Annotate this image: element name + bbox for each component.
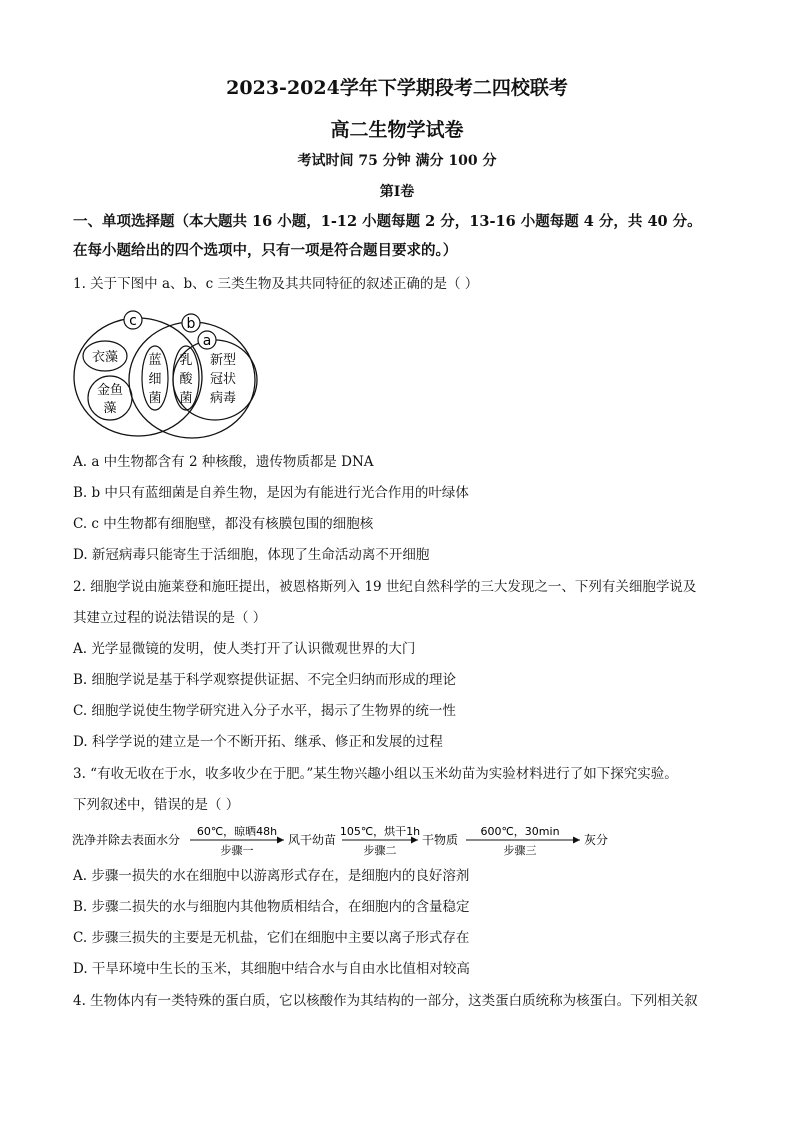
label-a: a <box>202 333 212 349</box>
label-c: c <box>129 313 137 329</box>
q3-option-a: A. 步骤一损失的水在细胞中以游离形式存在，是细胞内的良好溶剂 <box>73 868 470 884</box>
section-heading-line1: 一、单项选择题（本大题共 16 小题，1-12 小题每题 2 分，13-16 小题每题 4 分，共 40 分。 <box>73 213 702 230</box>
label-virus-2: 冠状 <box>209 372 237 387</box>
q3-option-c: C. 步骤三损失的主要是无机盐，它们在细胞中主要以离子形式存在 <box>73 930 470 946</box>
flow-end: 灰分 <box>584 833 609 847</box>
q2-option-a: A. 光学显微镜的发明，使人类打开了认识微观世界的大门 <box>73 641 416 657</box>
label-virus-1: 新型 <box>209 353 237 368</box>
label-ru-2: 酸 <box>179 372 193 387</box>
q1-stem: 1. 关于下图中 a、b、c 三类生物及其共同特征的叙述正确的是（ ） <box>73 276 479 292</box>
q1-option-c: C. c 中生物都有细胞壁，都没有核膜包围的细胞核 <box>73 516 374 532</box>
volume-label: 第Ⅰ卷 <box>379 184 415 200</box>
flow-cond1: 60℃，晾晒48h <box>196 825 278 838</box>
exam-subtitle: 高二生物学试卷 <box>330 119 464 141</box>
q3-option-d: D. 干旱环境中生长的玉米，其细胞中结合水与自由水比值相对较高 <box>73 961 470 977</box>
exam-info: 考试时间 75 分钟 满分 100 分 <box>297 153 497 169</box>
flow-cond2: 105℃，烘干1h <box>339 825 421 838</box>
q1-option-d: D. 新冠病毒只能寄生于活细胞，体现了生命活动离不开细胞 <box>73 547 430 563</box>
q2-stem-line1: 2. 细胞学说由施莱登和施旺提出，被恩格斯列入 19 世纪自然科学的三大发现之一、下列有关细胞学说及 <box>73 579 697 595</box>
q2-option-c: C. 细胞学说使生物学研究进入分子水平，揭示了生物界的统一性 <box>73 703 456 719</box>
flow-step1: 步骤一 <box>220 844 254 857</box>
exam-title: 2023-2024学年下学期段考二四校联考 <box>226 77 568 99</box>
q1-venn-diagram <box>70 308 270 443</box>
flow-step2: 步骤二 <box>363 844 397 857</box>
label-b: b <box>186 316 196 332</box>
q3-stem-line1: 3. “有收无收在于水，收多收少在于肥。”某生物兴趣小组以玉米幼苗为实验材料进行了如下探究实验。 <box>73 766 678 782</box>
label-lan-2: 细 <box>148 372 162 387</box>
q2-option-b: B. 细胞学说是基于科学观察提供证据、不完全归纳而形成的理论 <box>73 672 457 688</box>
label-yizao: 衣藻 <box>91 350 119 365</box>
q2-option-d: D. 科学学说的建立是一个不断开拓、继承、修正和发展的过程 <box>73 734 443 750</box>
section-heading-line2: 在每小题给出的四个选项中，只有一项是符合题目要求的。） <box>73 242 458 259</box>
q3-option-b: B. 步骤二损失的水与细胞内其他物质相结合，在细胞内的含量稳定 <box>73 899 470 915</box>
label-virus-3: 病毒 <box>209 391 237 406</box>
flow-cond3: 600℃，30min <box>480 825 560 838</box>
q1-option-b: B. b 中只有蓝细菌是自养生物，是因为有能进行光合作用的叶绿体 <box>73 485 469 501</box>
label-lan-3: 菌 <box>148 391 162 406</box>
label-ru-3: 菌 <box>179 391 193 406</box>
q3-flow-diagram <box>72 820 732 860</box>
label-ru-1: 乳 <box>179 353 193 368</box>
label-jinyu-1: 金鱼 <box>96 383 124 398</box>
q2-stem-line2: 其建立过程的说法错误的是（ ） <box>73 610 267 626</box>
flow-start: 洗净并除去表面水分 <box>72 833 181 847</box>
flow-mid2: 干物质 <box>422 833 459 847</box>
q3-stem-line2: 下列叙述中，错误的是（ ） <box>73 797 240 813</box>
label-jinyu-2: 藻 <box>103 401 117 416</box>
label-lan-1: 蓝 <box>148 353 162 368</box>
q1-option-a: A. a 中生物都含有 2 种核酸，遗传物质都是 DNA <box>73 454 374 470</box>
flow-mid1: 风干幼苗 <box>288 833 337 847</box>
flow-step3: 步骤三 <box>503 844 537 857</box>
q4-stem-line1: 4. 生物体内有一类特殊的蛋白质，它以核酸作为其结构的一部分，这类蛋白质统称为核蛋白。下列相关叙 <box>73 993 698 1009</box>
